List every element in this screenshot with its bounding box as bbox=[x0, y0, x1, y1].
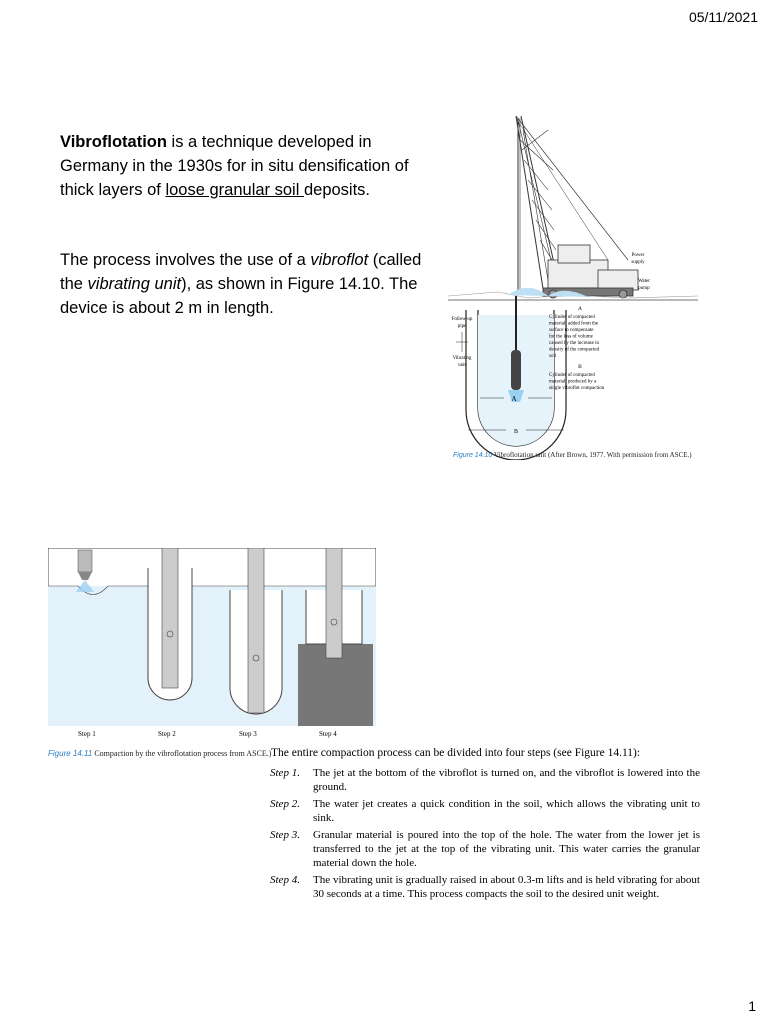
label-dim-a: A bbox=[511, 395, 517, 403]
label-a-desc-4: for the loss of volume bbox=[549, 334, 593, 340]
underlined-phrase: loose granular soil bbox=[165, 181, 304, 199]
page-number: 1 bbox=[748, 998, 756, 1014]
figure-14-11-compaction-steps bbox=[48, 548, 376, 726]
label-vibrating-unit-2: unit bbox=[458, 363, 466, 368]
term-vibroflotation: Vibroflotation bbox=[60, 133, 167, 151]
figure-14-10-label: Figure 14.10 bbox=[453, 452, 493, 459]
intro-paragraph-1: Vibroflotation is a technique developed in Germany in the 1930s for in situ densification of thick layers of loose granular soil deposits. bbox=[60, 133, 409, 199]
label-follow-up-pipe-1: Follow-up bbox=[451, 317, 473, 322]
label-a-desc-1: Cylinder of compacted bbox=[549, 315, 595, 320]
label-a-desc-7: soil bbox=[549, 354, 557, 359]
label-water-1: Water bbox=[638, 279, 650, 284]
label-a-desc-6: density of the compacted bbox=[549, 347, 600, 353]
label-b-desc-2: material, produced by a bbox=[549, 379, 597, 385]
label-b-desc-1: Cylinder of compacted bbox=[549, 373, 595, 378]
label-follow-up-pipe-2: pipe bbox=[457, 324, 467, 329]
figure-14-11-caption: Figure 14.11 Compaction by the vibroflotation process from ASCE.) bbox=[48, 749, 272, 758]
process-step-1: Step 1. The jet at the bottom of the vibroflot is turned on, and the vibroflot is lowered into the ground. bbox=[270, 767, 700, 793]
label-b-desc-3: single vibroflot compaction bbox=[549, 386, 605, 391]
step-label-1: Step 1 bbox=[78, 730, 96, 738]
process-step-2: Step 2. The water jet creates a quick condition in the soil, which allows the vibrating unit to sink. bbox=[270, 798, 700, 824]
figure-14-10-vibroflotation-unit bbox=[448, 110, 698, 460]
figure-14-11-step-labels bbox=[48, 730, 376, 742]
label-a-desc-5: caused by the increase in bbox=[549, 341, 599, 346]
label-a-desc-2: material, added from the bbox=[549, 321, 599, 327]
figure-14-11-label: Figure 14.11 bbox=[48, 749, 93, 758]
label-a-letter: A bbox=[578, 306, 582, 312]
label-vibrating-unit-1: Vibrating bbox=[452, 356, 472, 361]
label-b-letter: B bbox=[578, 364, 582, 370]
step3-vibroflot bbox=[248, 548, 264, 713]
label-dim-b: B bbox=[513, 429, 519, 435]
figure-14-10-caption: Figure 14.10 Vibroflotation unit (After Brown, 1977. With permission from ASCE.) bbox=[453, 451, 692, 459]
compaction-process-text bbox=[270, 746, 700, 904]
process-step-4: Step 4. The vibrating unit is gradually raised in about 0.3-m lifts and is held vibrating for about 30 seconds at a time. This process compacts the soil to the desired unit weight. bbox=[270, 874, 700, 900]
step4-vibroflot bbox=[326, 548, 342, 658]
slide-date: 05/11/2021 bbox=[688, 9, 758, 25]
intro-paragraph-2: The process involves the use of a vibroflot (called the vibrating unit), as shown in Figure 14.10. The device is about 2 m in length. bbox=[60, 251, 422, 317]
label-water-2: pump bbox=[638, 286, 650, 291]
step-label-4: Step 4 bbox=[319, 730, 337, 738]
intro-text bbox=[60, 130, 440, 320]
label-power-1: Power bbox=[631, 253, 645, 258]
step2-vibroflot bbox=[162, 548, 178, 688]
process-step-3: Step 3. Granular material is poured into the top of the hole. The water from the lower jet is transferred to the jet at the top of the vibrating unit. This water carries the granular material down the hole. bbox=[270, 829, 700, 869]
process-heading: The entire compaction process can be divided into four steps (see Figure 14.11): bbox=[271, 747, 641, 759]
label-a-desc-3: surface to compensate bbox=[549, 328, 594, 333]
step-label-3: Step 3 bbox=[239, 730, 257, 738]
crane-body bbox=[543, 245, 638, 298]
step1-vibroflot bbox=[78, 550, 92, 572]
step-label-2: Step 2 bbox=[158, 730, 176, 738]
label-power-2: supply bbox=[631, 260, 645, 265]
vibrating-unit bbox=[511, 350, 521, 390]
